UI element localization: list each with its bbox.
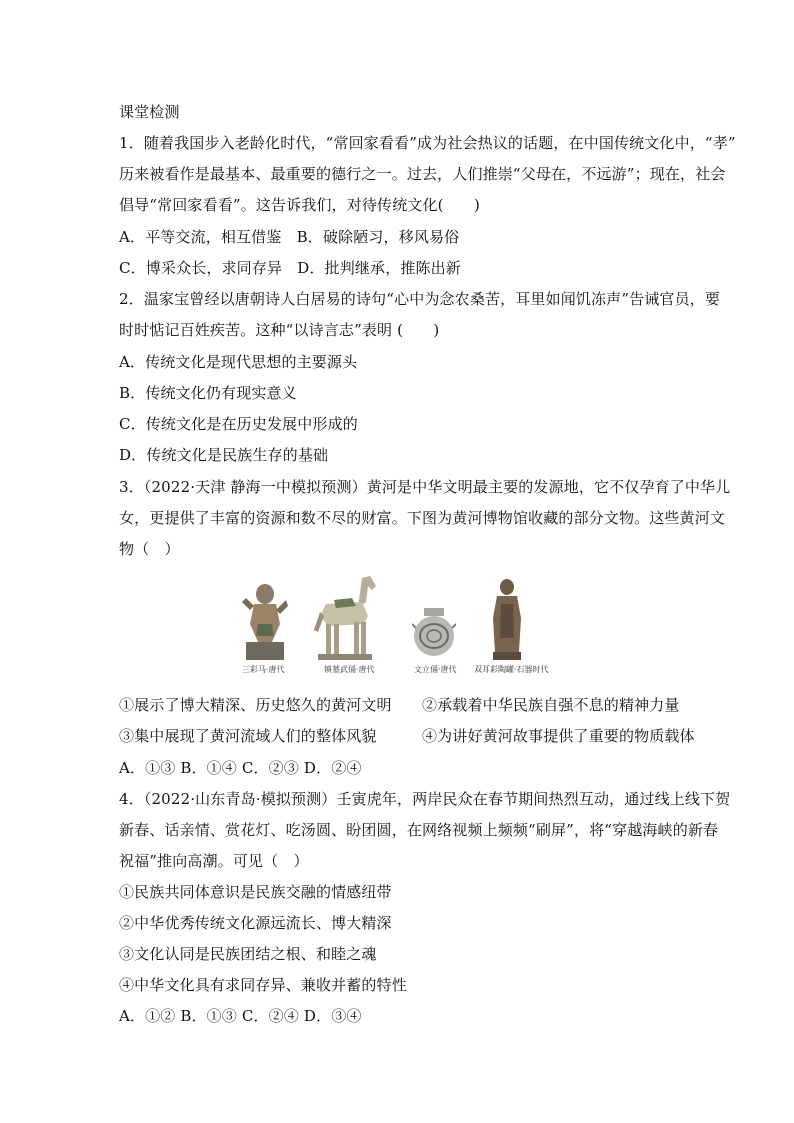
- q4-stem-line-2: 新春、话亲情、赏花灯、吃汤圆、盼团圆，在网络视频上频频“刷屏”，将“穿越海峡的新春: [119, 821, 719, 839]
- q2-stem-line-2: 时时惦记百姓疾苦。这种“以诗言志”表明 ( ): [119, 321, 440, 339]
- q1-stem-line-2: 历来被看作是最基本、最重要的德行之一。过去，人们推崇“父母在，不远游”；现在，社会: [119, 165, 726, 183]
- q3-stem-line-1: 3．（2022·天津 静海一中模拟预测）黄河是中华文明最主要的发源地，它不仅孕育了中华儿: [119, 478, 731, 496]
- painted-pottery-jar-image: [412, 606, 456, 660]
- tricolor-horse-relic-image: [240, 580, 290, 662]
- caption-relic-4: 双耳彩陶罐·石器时代: [474, 665, 549, 674]
- q2-option-d: D．传统文化是民族生存的基础: [119, 446, 329, 464]
- yellow-river-relics-figure: [232, 572, 562, 682]
- tomb-warrior-relic-image: [312, 572, 382, 664]
- caption-relic-3: 文立俑·唐代: [414, 665, 457, 674]
- q1-stem-line-3: 倡导“常回家看看”。这告诉我们，对待传统文化( ): [119, 196, 480, 214]
- q3-statements-3-4: ③集中展现了黄河流域人们的整体风貌 ④为讲好黄河故事提供了重要的物质载体: [119, 727, 695, 745]
- q3-statements-1-2: ①展示了博大精深、历史悠久的黄河文明 ②承载着中华民族自强不息的精神力量: [119, 696, 680, 714]
- section-title: 课堂检测: [119, 103, 180, 121]
- q2-option-c: C．传统文化是在历史发展中形成的: [119, 415, 358, 433]
- q1-options-cd: C．博采众长，求同存异 D．批判继承，推陈出新: [119, 259, 461, 277]
- q3-options: A．①③ B．①④ C．②③ D．②④: [119, 759, 362, 777]
- q4-statement-3: ③文化认同是民族团结之根、和睦之魂: [119, 945, 377, 963]
- q4-statement-2: ②中华优秀传统文化源远流长、博大精深: [119, 914, 392, 932]
- q1-options-ab: A．平等交流，相互借鉴 B．破除陋习，移风易俗: [119, 228, 460, 246]
- q3-stem-line-2: 女，更提供了丰富的资源和数不尽的财富。下图为黄河博物馆收藏的部分文物。这些黄河文: [119, 509, 726, 527]
- q4-options: A．①② B．①③ C．②④ D．③④: [119, 1007, 362, 1025]
- caption-relic-1: 三彩马·唐代: [242, 665, 285, 674]
- q2-stem-line-1: 2．温家宝曾经以唐朝诗人白居易的诗句“心中为念农桑苦，耳里如闻饥冻声”告诫官员，要: [119, 290, 721, 308]
- q4-stem-line-1: 4．（2022·山东青岛·模拟预测）壬寅虎年，两岸民众在春节期间热烈互动，通过线上线下贺: [119, 790, 731, 808]
- q2-option-a: A．传统文化是现代思想的主要源头: [119, 353, 358, 371]
- q4-statement-1: ①民族共同体意识是民族交融的情感纽带: [119, 883, 392, 901]
- q3-stem-line-3: 物（ ）: [119, 540, 180, 558]
- q1-stem-line-1: 1．随着我国步入老龄化时代，“常回家看看”成为社会热议的话题，在中国传统文化中，“孝”: [119, 134, 736, 152]
- q4-statement-4: ④中华文化具有求同存异、兼收并蓄的特性: [119, 976, 407, 994]
- civil-official-relic-image: [487, 578, 527, 662]
- q4-stem-line-3: 祝福”推向高潮。可见（ ）: [119, 852, 309, 870]
- caption-relic-2: 镇墓武俑·唐代: [324, 665, 375, 674]
- q2-option-b: B．传统文化仍有现实意义: [119, 384, 297, 402]
